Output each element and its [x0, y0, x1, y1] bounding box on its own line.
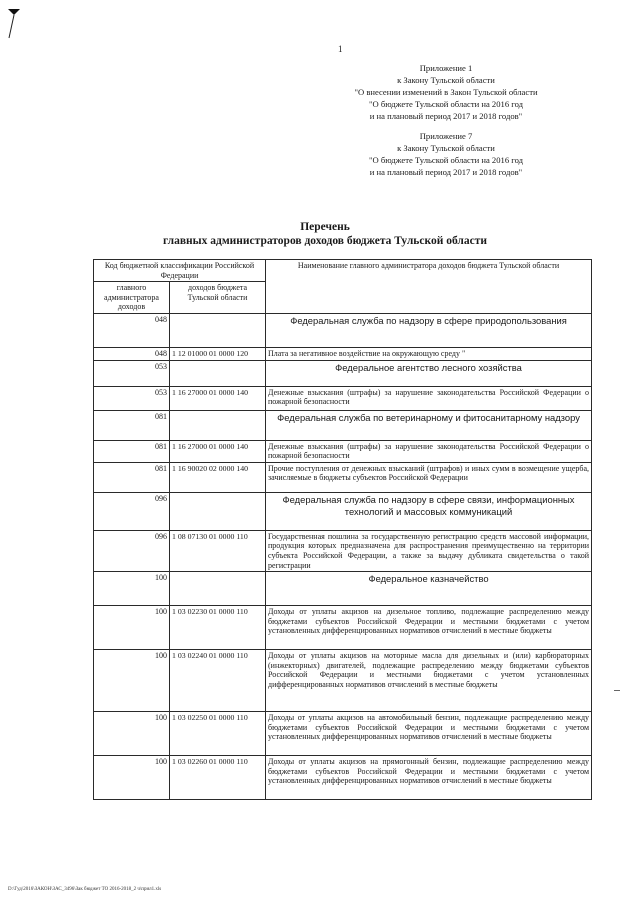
margin-tick — [614, 690, 620, 691]
income-row — [94, 386, 592, 410]
footer-file-path: D:\Гуд\2016\ЗАКОН\ЗАС_3496\Зак бюджет ТО 2016-2018_2 ч\прил1.xls — [8, 887, 162, 892]
header-income-code: доходов бюджета Тульской области — [170, 282, 266, 314]
agency-row — [94, 360, 592, 386]
header-admin-code: главного администратора доходов — [94, 282, 170, 314]
income-name-cell: Доходы от уплаты акцизов на прямогонный бензин, подлежащие распределению между бюджетами субъектов Российской Федерации и местными бюджетами с учетом установленных дифференцированных нормативов отчислений в местные бюджеты — [266, 756, 592, 800]
income-code-cell: 1 16 27000 01 0000 140 — [170, 386, 266, 410]
header-administrator-name: Наименование главного администратора доходов бюджета Тульской области — [266, 260, 592, 314]
income-code-cell — [170, 313, 266, 347]
income-row — [94, 650, 592, 712]
admin-code-cell: 081 — [94, 410, 170, 440]
appendix-header-1 — [336, 62, 556, 122]
admin-code-cell: 053 — [94, 386, 170, 410]
income-name-cell: Плата за негативное воздействие на окружающую среду " — [266, 347, 592, 360]
admin-code-cell: 100 — [94, 712, 170, 756]
header-line: к Закону Тульской области — [397, 143, 495, 153]
income-name-cell: Доходы от уплаты акцизов на автомобильный бензин, подлежащие распределению между бюджетами субъектов Российской Федерации и местными бюджетами с учетом установленных дифференцированных нормативов отчислений в местные бюджеты — [266, 712, 592, 756]
admin-code-cell: 100 — [94, 650, 170, 712]
table-body — [94, 313, 592, 799]
agency-row — [94, 410, 592, 440]
income-name-cell: Прочие поступления от денежных взысканий (штрафов) и иных сумм в возмещение ущерба, зачисляемые в бюджеты субъектов Российской Федерации — [266, 462, 592, 492]
income-code-cell: 1 03 02260 01 0000 110 — [170, 756, 266, 800]
income-name-cell: Доходы от уплаты акцизов на моторные масла для дизельных и (или) карбюраторных (инжекторных) двигателей, подлежащие распределению между бюджетами субъектов Российской Федерации и местными бюджетами с учетом установленных дифференцированных нормативов отчислений в местные бюджеты — [266, 650, 592, 712]
admin-code-cell: 048 — [94, 313, 170, 347]
income-code-cell: 1 08 07130 01 0000 110 — [170, 530, 266, 571]
title-line: Перечень — [300, 221, 350, 233]
income-code-cell: 1 03 02250 01 0000 110 — [170, 712, 266, 756]
admin-code-cell: 100 — [94, 606, 170, 650]
agency-name-cell: Федеральная служба по надзору в сфере связи, информационных технологий и массовых коммуникаций — [266, 492, 592, 530]
header-line: к Закону Тульской области — [397, 75, 495, 85]
agency-name-cell: Федеральное агентство лесного хозяйства — [266, 360, 592, 386]
income-name-cell: Денежные взыскания (штрафы) за нарушение законодательства Российской Федерации о пожарной безопасности — [266, 386, 592, 410]
income-row — [94, 462, 592, 492]
appendix-header-2 — [336, 130, 556, 178]
header-line: "О бюджете Тульской области на 2016 год — [369, 155, 523, 165]
income-row — [94, 530, 592, 571]
income-code-cell: 1 12 01000 01 0000 120 — [170, 347, 266, 360]
admin-code-cell: 053 — [94, 360, 170, 386]
admin-code-cell: 096 — [94, 492, 170, 530]
header-line: Приложение 7 — [419, 131, 473, 141]
header-classification-code: Код бюджетной классификации Российской Федерации — [94, 260, 266, 282]
income-code-cell: 1 16 90020 02 0000 140 — [170, 462, 266, 492]
income-code-cell: 1 03 02240 01 0000 110 — [170, 650, 266, 712]
header-line: "О бюджете Тульской области на 2016 год — [369, 99, 523, 109]
header-line: "О внесении изменений в Закон Тульской области — [354, 87, 538, 97]
table-header-row — [94, 260, 592, 282]
income-name-cell: Государственная пошлина за государственную регистрацию средств массовой информации, продукция которых предназначена для распространения преимущественно на территории субъекта Российской Федерации, а также за выдачу дубликата свидетельства о такой регистрации — [266, 530, 592, 571]
income-code-cell: 1 03 02230 01 0000 110 — [170, 606, 266, 650]
income-row — [94, 347, 592, 360]
title-line: главных администраторов доходов бюджета Тульской области — [163, 235, 487, 247]
income-name-cell: Денежные взыскания (штрафы) за нарушение законодательства Российской Федерации о пожарной безопасности — [266, 440, 592, 462]
income-code-cell — [170, 360, 266, 386]
agency-row — [94, 492, 592, 530]
page-number: 1 — [338, 44, 343, 54]
admin-code-cell: 096 — [94, 530, 170, 571]
header-line: и на плановый период 2017 и 2018 годов" — [369, 111, 523, 121]
income-code-cell — [170, 410, 266, 440]
header-line: и на плановый период 2017 и 2018 годов" — [369, 167, 523, 177]
income-row — [94, 606, 592, 650]
income-code-cell — [170, 492, 266, 530]
agency-name-cell: Федеральное казначейство — [266, 572, 592, 606]
admin-code-cell: 081 — [94, 440, 170, 462]
income-code-cell — [170, 572, 266, 606]
admin-code-cell: 100 — [94, 572, 170, 606]
income-code-cell: 1 16 27000 01 0000 140 — [170, 440, 266, 462]
admin-code-cell: 048 — [94, 347, 170, 360]
agency-row — [94, 313, 592, 347]
agency-row — [94, 572, 592, 606]
agency-name-cell: Федеральная служба по надзору в сфере природопользования — [266, 313, 592, 347]
document-title — [160, 220, 490, 248]
admin-code-cell: 081 — [94, 462, 170, 492]
admin-code-cell: 100 — [94, 756, 170, 800]
income-row — [94, 440, 592, 462]
income-name-cell: Доходы от уплаты акцизов на дизельное топливо, подлежащие распределению между бюджетами субъектов Российской Федерации и местными бюджетами с учетом установленных дифференцированных нормативов отчислений в местные бюджеты — [266, 606, 592, 650]
income-row — [94, 756, 592, 800]
agency-name-cell: Федеральная служба по ветеринарному и фитосанитарному надзору — [266, 410, 592, 440]
corner-mark-icon — [6, 6, 36, 40]
income-row — [94, 712, 592, 756]
header-line: Приложение 1 — [419, 63, 473, 73]
administrators-table — [93, 259, 592, 800]
